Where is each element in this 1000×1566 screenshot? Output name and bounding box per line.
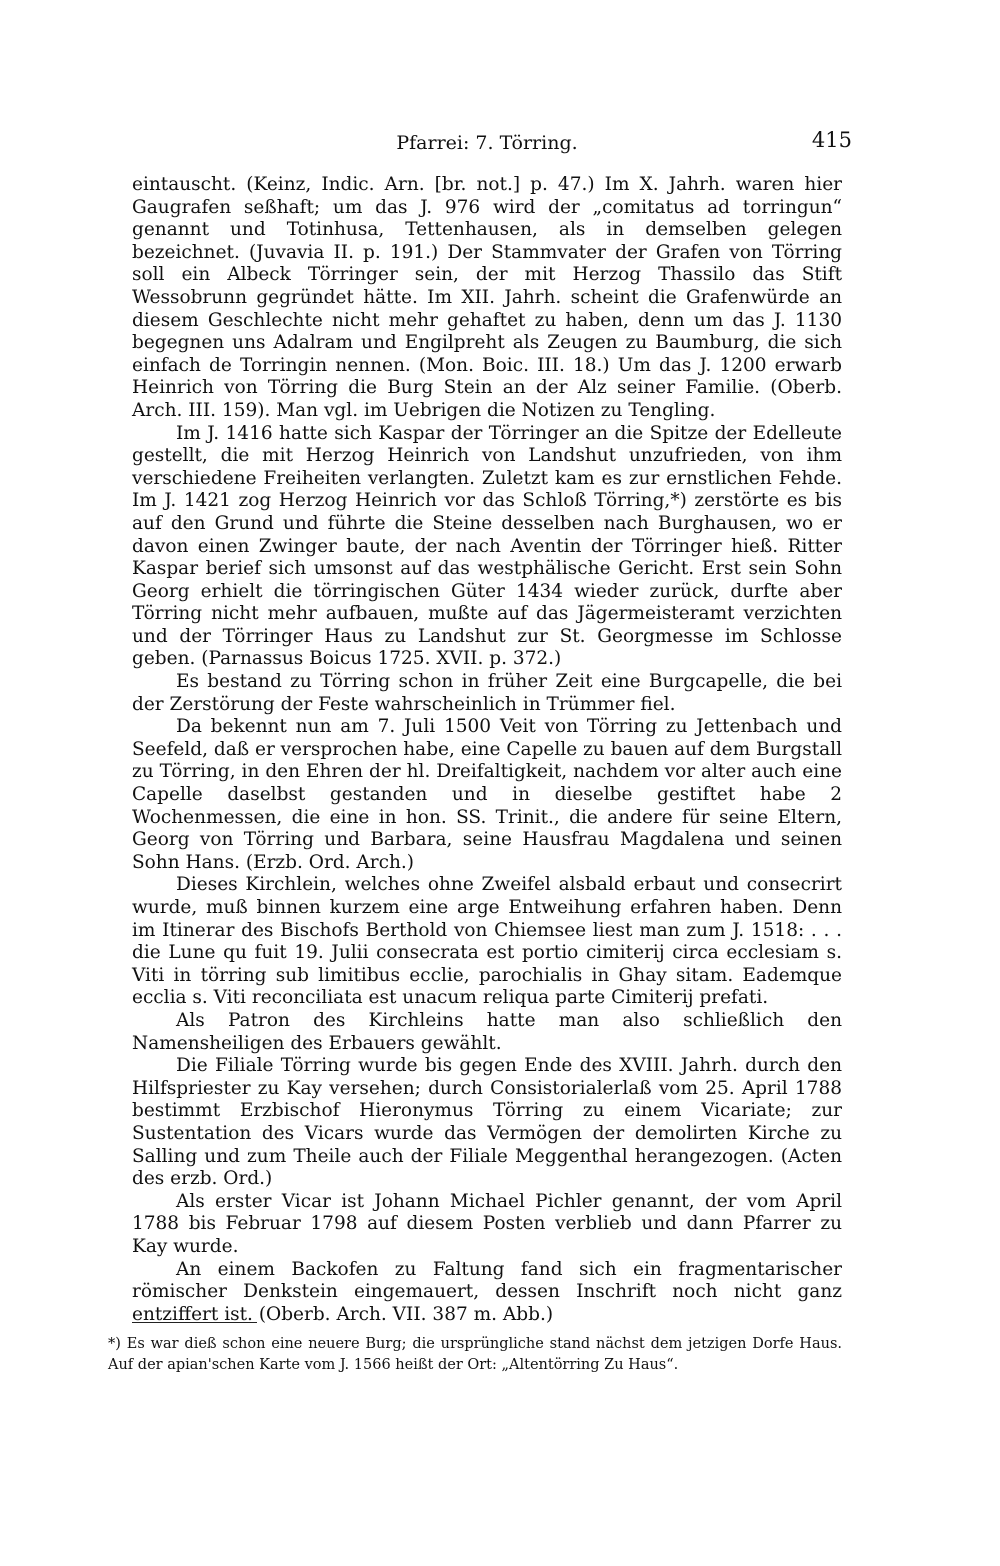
- footnote-rule: [132, 1322, 257, 1323]
- body-text: [132, 174, 842, 1326]
- paragraph-continuation: eintauscht. (Keinz, Indic. Arn. [br. not.] p. 47.) Im X. Jahrh. waren hier Gaugrafen seßhaft; um das J. 976 wird der „comitatus ad torringun“ genannt und Totinhusa, Tettenhausen, als in demselben gelegen bezeichnet. (Juvavia II. p. 191.) Der Stammvater der Grafen von Törring soll ein Albeck Törringer sein, der mit Herzog Thassilo das Stift Wessobrunn gegründet hätte. Im XII. Jahrh. scheint die Grafenwürde an diesem Geschlechte nicht mehr gehaftet zu haben, denn um das J. 1130 begegnen uns Adalram und Engilpreht als Zeugen zu Baumburg, die sich einfach de Torringin nennen. (Mon. Boic. III. 18.) Um das J. 1200 erwarb Heinrich von Törring die Burg Stein an der Alz seiner Familie. (Oberb. Arch. III. 159). Man vgl. im Uebrigen die Notizen zu Tengling.: [132, 174, 842, 421]
- paragraph-fehde: Im J. 1416 hatte sich Kaspar der Törringer an die Spitze der Edelleute gestellt, die mit Herzog Heinrich von Landshut unzufrieden, von ihm verschiedene Freiheiten verlangten. Zuletzt kam es zur ernstlichen Fehde. Im J. 1421 zog Herzog Heinrich vor das Schloß Törring,*) zerstörte es bis auf den Grund und führte die Steine desselben nach Burghausen, wo er davon einen Zwinger baute, der nach Aventin der Törringer hieß. Ritter Kaspar berief sich umsonst auf das westphälische Gericht. Erst sein Sohn Georg erhielt die törringischen Güter 1434 wieder zurück, durfte aber Törring nicht mehr aufbauen, mußte auf das Jägermeisteramt verzichten und der Törringer Haus zu Landshut zur St. Georgmesse im Schlosse geben. (Parnassus Boicus 1725. XVII. p. 372.): [132, 422, 842, 670]
- paragraph-vicar: Als erster Vicar ist Johann Michael Pichler genannt, der vom April 1788 bis Februar 1798 auf diesem Posten verblieb und dann Pfarrer zu Kay wurde.: [132, 1190, 842, 1257]
- running-title: Pfarrei: 7. Törring.: [396, 132, 578, 154]
- paragraph-denkstein: An einem Backofen zu Faltung fand sich ein fragmentarischer römischer Denkstein eingemauert, dessen Inschrift noch nicht ganz entziffert ist. (Oberb. Arch. VII. 387 m. Abb.): [132, 1258, 842, 1325]
- paragraph-filiale: Die Filiale Törring wurde bis gegen Ende des XVIII. Jahrh. durch den Hilfspriester zu Kay versehen; durch Consistorialerlaß vom 25. April 1788 bestimmt Erzbischof Hieronymus Törring zu einem Vicariate; zur Sustentation des Vicars wurde das Vermögen der demolirten Kirche zu Salling und zum Theile auch der Filiale Meggenthal herangezogen. (Acten des erzb. Ord.): [132, 1055, 842, 1190]
- paragraph-stiftung-1500: Da bekennt nun am 7. Juli 1500 Veit von Törring zu Jettenbach und Seefeld, daß er versprochen habe, eine Capelle zu bauen auf dem Burgstall zu Törring, in den Ehren der hl. Dreifaltigkeit, nachdem vor alter auch eine Capelle daselbst gestanden und in dieselbe gestiftet habe 2 Wochenmessen, die eine in hon. SS. Trinit., die andere für seine Eltern, Georg von Törring und Barbara, seine Hausfrau Magdalena und seinen Sohn Hans. (Erzb. Ord. Arch.): [132, 716, 842, 873]
- running-head: [132, 128, 852, 162]
- paragraph-patron: Als Patron des Kirchleins hatte man also schließlich den Namensheiligen des Erbauers gewählt.: [132, 1009, 842, 1054]
- page-number: 415: [811, 128, 852, 152]
- footnote: *) Es war dieß schon eine neuere Burg; die ursprüngliche stand nächst dem jetzigen Dorfe Haus. Auf der apian'schen Karte vom J. 1566 heißt der Ort: „Altentörring Zu Haus“.: [108, 1336, 842, 1373]
- paragraph-burgcapelle: Es bestand zu Törring schon in früher Zeit eine Burgcapelle, die bei der Zerstörung der Feste wahrscheinlich in Trümmer fiel.: [132, 671, 842, 715]
- paragraph-entweihung: Dieses Kirchlein, welches ohne Zweifel alsbald erbaut und consecrirt wurde, muß binnen kurzem eine arge Entweihung erfahren haben. Denn im Itinerar des Bischofs Berthold von Chiemsee liest man zum J. 1518: . . . die Lune qu fuit 19. Julii consecrata est portio cimiterij circa ecclesiam s. Viti in törring sub limitibus ecclie, parochialis in Ghay sitam. Eademque ecclia s. Viti reconciliata est unacum reliqua parte Cimiterij prefati.: [132, 874, 842, 1009]
